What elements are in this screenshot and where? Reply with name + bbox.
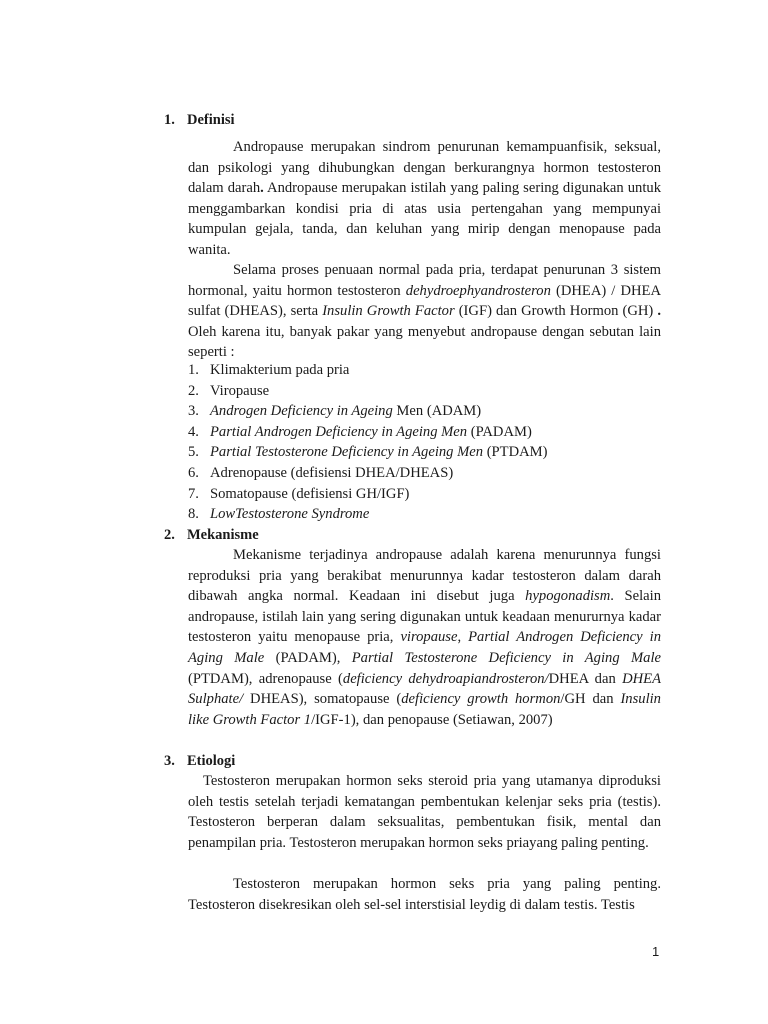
- italic-term: deficiency growth hormon: [401, 691, 561, 708]
- text-run: Testosteron merupakan hormon seks steroid pria yang utamanya diproduksi oleh testis setelah terjadi kematangan pembentukan kelenjar seks pria (testis). Testosteron berperan dalam seksualitas, pembentukan fisik, mental dan penampilan pria. Testosteron merupakan hormon seks priayang paling penting.: [188, 773, 661, 851]
- list-item-number: 8.: [188, 506, 199, 523]
- section-heading-etiologi: [164, 751, 235, 771]
- paragraph: [188, 137, 661, 261]
- list-item: [188, 484, 548, 505]
- list-item: [188, 422, 548, 443]
- section-title: Mekanisme: [187, 527, 259, 543]
- list-item: [188, 381, 548, 402]
- text-run: Andropause merupakan istilah yang paling sering digunakan untuk menggambarkan kondisi pria di atas usia pertengahan yang mempunyai kumpulan gejala, tanda, dan keluhan yang mirip dengan menopause pada wanita.: [188, 180, 661, 258]
- section-heading-mekanisme: [164, 525, 259, 545]
- italic-term: Insulin like Growth Factor 1: [188, 691, 661, 728]
- text-run: /IGF-1), dan penopause (Setiawan, 2007): [311, 711, 553, 728]
- list-item-number: 4.: [188, 423, 199, 440]
- italic-term: hypogonadism: [525, 588, 611, 605]
- text-run: Men (ADAM): [392, 403, 482, 420]
- list-item-number: 6.: [188, 464, 199, 481]
- section-title: Definisi: [187, 112, 235, 128]
- list-item: [188, 463, 548, 484]
- text-run: (PTDAM): [483, 444, 548, 461]
- list-item: [188, 401, 548, 422]
- italic-term: Partial Testosterone Deficiency in Ageing Men: [210, 444, 484, 461]
- section-heading-definisi: [164, 110, 235, 130]
- text-run: .: [260, 180, 264, 197]
- section-title: Etiologi: [187, 753, 236, 769]
- italic-term: Partial Androgen Deficiency in Aging Male: [188, 629, 661, 666]
- text-run: /GH dan: [560, 691, 621, 708]
- section-number: 3.: [164, 753, 175, 769]
- italic-term: LowTestosterone Syndrome: [210, 506, 370, 523]
- italic-term: viropause: [400, 629, 458, 646]
- text-run: ,: [457, 629, 469, 646]
- italic-term: Partial Androgen Deficiency in Ageing Men: [210, 423, 468, 440]
- text-run: (PADAM),: [264, 649, 352, 666]
- list-item: [188, 442, 548, 463]
- text-run: (DHEA) / DHEA sulfat (DHEAS), serta: [188, 282, 661, 320]
- text-run: Mekanisme terjadinya andropause adalah karena menurunnya fungsi reproduksi pria yang berakibat menurunnya kadar testosteron dalam darah dibawah angka normal. Keadaan ini disebut juga: [188, 547, 661, 605]
- section-number: 1.: [164, 112, 175, 128]
- italic-term: Androgen Deficiency in Ageing: [210, 403, 393, 420]
- italic-term: deficiency dehydroapiandrosteron/: [342, 670, 549, 687]
- list-item-number: 7.: [188, 485, 199, 502]
- section-number: 2.: [164, 527, 175, 543]
- text-run: Klimakterium pada pria: [210, 362, 350, 378]
- paragraph: [188, 874, 661, 915]
- italic-term: dehydroephyandrosteron: [405, 282, 551, 299]
- text-run: (PADAM): [467, 423, 532, 440]
- text-run: Testosteron merupakan hormon seks pria yang paling penting. Testosteron disekresikan oleh sel-sel interstisial leydig di dalam testis. Testis: [188, 876, 661, 913]
- text-run: Selama proses penuaan normal pada pria, terdapat penurunan 3 sistem hormonal, yaitu hormon testosteron: [188, 262, 661, 299]
- list-item-number: 5.: [188, 444, 199, 461]
- text-run: Andropause merupakan sindrom penurunan kemampuanfisik, seksual, dan psikologi yang dihubungkan dengan berkurangnya hormon testosteron dalam darah: [188, 139, 661, 197]
- list-item-number: 1.: [188, 362, 199, 378]
- text-run: DHEA dan: [548, 670, 623, 687]
- text-run: DHEAS), somatopause (: [243, 691, 402, 708]
- text-run: Adrenopause (defisiensi DHEA/DHEAS): [210, 464, 454, 481]
- alternate-names-list: [188, 360, 548, 525]
- italic-term: Insulin Growth Factor: [322, 303, 455, 320]
- paragraph: [188, 771, 661, 853]
- text-run: (PTDAM), adrenopause (: [188, 670, 343, 687]
- text-run: . Selain andropause, istilah lain yang sering digunakan untuk keadaan menururnya kadar testosteron yaitu menopause pria,: [188, 588, 661, 646]
- text-run: .: [657, 303, 661, 320]
- list-item-number: 3.: [188, 403, 199, 420]
- paragraph: [188, 545, 661, 730]
- italic-term: Partial Testosterone Deficiency in Aging Male: [351, 649, 661, 666]
- list-item: [188, 360, 548, 381]
- text-run: Viropause: [210, 382, 270, 399]
- italic-term: DHEA Sulphate/: [188, 670, 661, 708]
- paragraph: [188, 260, 661, 363]
- list-item-number: 2.: [188, 382, 199, 399]
- page-number: 1: [652, 944, 660, 959]
- list-item: [188, 504, 548, 525]
- text-run: (IGF) dan Growth Hormon (GH): [454, 303, 658, 320]
- text-run: Oleh karena itu, banyak pakar yang menyebut andropause dengan sebutan lain seperti :: [188, 323, 661, 361]
- text-run: Somatopause (defisiensi GH/IGF): [210, 485, 410, 502]
